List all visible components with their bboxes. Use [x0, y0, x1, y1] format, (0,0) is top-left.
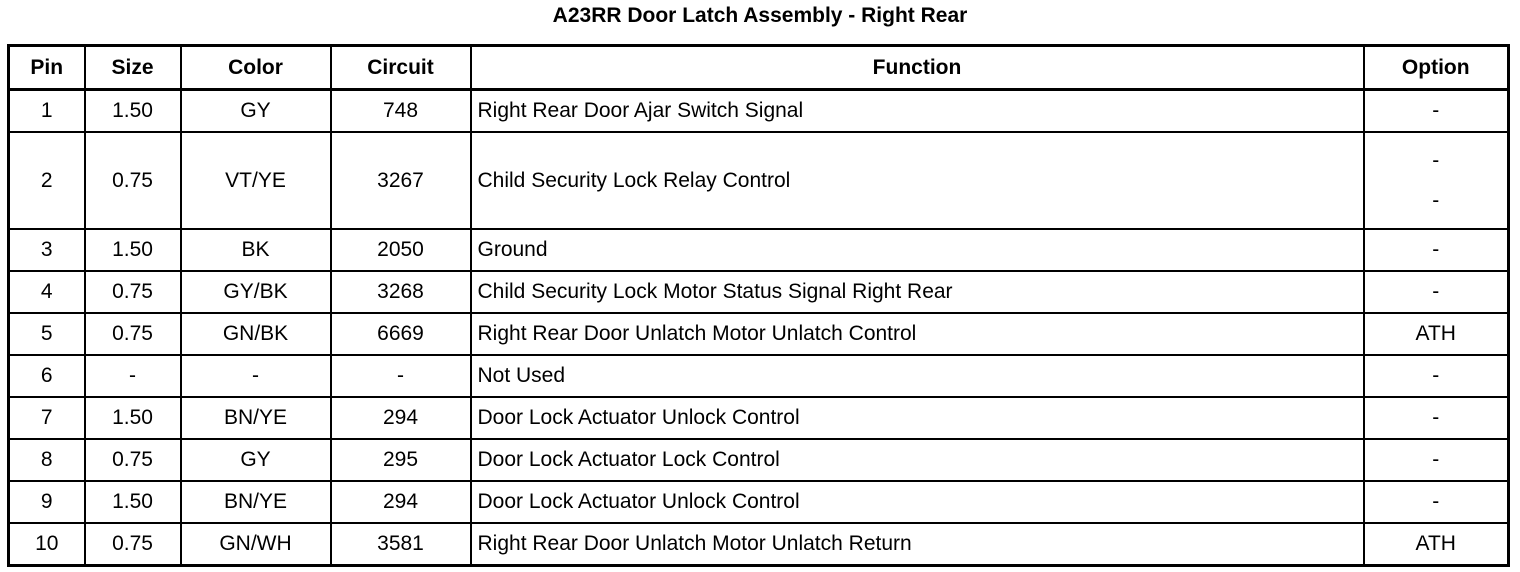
cell-pin: 7: [9, 397, 85, 439]
cell-color: GY: [181, 439, 331, 481]
cell-size: 0.75: [85, 271, 181, 313]
connector-pinout-table: [7, 44, 1510, 567]
cell-color: GY/BK: [181, 271, 331, 313]
table-header-row: [9, 46, 1509, 90]
table-row: [9, 397, 1509, 439]
cell-function: Door Lock Actuator Lock Control: [471, 439, 1364, 481]
document-title: A23RR Door Latch Assembly - Right Rear: [552, 4, 968, 27]
cell-option: -: [1364, 439, 1509, 481]
cell-function: Right Rear Door Ajar Switch Signal: [471, 90, 1364, 133]
cell-size: 0.75: [85, 439, 181, 481]
cell-color: BN/YE: [181, 481, 331, 523]
cell-circuit: 748: [331, 90, 471, 133]
cell-option: -: [1364, 481, 1509, 523]
column-header-function: Function: [471, 46, 1364, 90]
cell-circuit: 294: [331, 397, 471, 439]
table-row: [9, 439, 1509, 481]
cell-function: Child Security Lock Relay Control: [471, 132, 1364, 229]
cell-size: 0.75: [85, 313, 181, 355]
cell-color: BN/YE: [181, 397, 331, 439]
cell-color: VT/YE: [181, 132, 331, 229]
cell-option: -: [1364, 90, 1509, 133]
cell-pin: 10: [9, 523, 85, 566]
cell-size: 1.50: [85, 229, 181, 271]
cell-option: [1364, 132, 1509, 229]
table-row: [9, 132, 1509, 229]
cell-option: -: [1364, 271, 1509, 313]
cell-size: -: [85, 355, 181, 397]
cell-color: -: [181, 355, 331, 397]
column-header-size: Size: [85, 46, 181, 90]
cell-size: 0.75: [85, 132, 181, 229]
cell-option: ATH: [1364, 523, 1509, 566]
cell-circuit: 2050: [331, 229, 471, 271]
table-row: [9, 271, 1509, 313]
cell-function: Right Rear Door Unlatch Motor Unlatch Return: [471, 523, 1364, 566]
cell-function: Not Used: [471, 355, 1364, 397]
cell-color: GN/BK: [181, 313, 331, 355]
cell-circuit: 3581: [331, 523, 471, 566]
cell-pin: 6: [9, 355, 85, 397]
cell-color: GN/WH: [181, 523, 331, 566]
cell-color: GY: [181, 90, 331, 133]
table-row: [9, 90, 1509, 133]
cell-size: 0.75: [85, 523, 181, 566]
cell-size: 1.50: [85, 397, 181, 439]
cell-circuit: -: [331, 355, 471, 397]
option-value: -: [1432, 188, 1440, 212]
cell-circuit: 3267: [331, 132, 471, 229]
cell-option: ATH: [1364, 313, 1509, 355]
cell-circuit: 6669: [331, 313, 471, 355]
cell-pin: 5: [9, 313, 85, 355]
cell-function: Right Rear Door Unlatch Motor Unlatch Control: [471, 313, 1364, 355]
table-row: [9, 229, 1509, 271]
column-header-circuit: Circuit: [331, 46, 471, 90]
cell-pin: 4: [9, 271, 85, 313]
cell-option: -: [1364, 355, 1509, 397]
table-row: [9, 313, 1509, 355]
option-stack: [1365, 149, 1508, 213]
cell-option: -: [1364, 397, 1509, 439]
cell-size: 1.50: [85, 90, 181, 133]
cell-pin: 3: [9, 229, 85, 271]
cell-function: Door Lock Actuator Unlock Control: [471, 397, 1364, 439]
table-row: [9, 355, 1509, 397]
cell-pin: 2: [9, 132, 85, 229]
column-header-option: Option: [1364, 46, 1509, 90]
cell-pin: 9: [9, 481, 85, 523]
cell-function: Ground: [471, 229, 1364, 271]
cell-circuit: 295: [331, 439, 471, 481]
cell-function: Door Lock Actuator Unlock Control: [471, 481, 1364, 523]
cell-option: -: [1364, 229, 1509, 271]
cell-function: Child Security Lock Motor Status Signal Right Rear: [471, 271, 1364, 313]
column-header-pin: Pin: [9, 46, 85, 90]
cell-circuit: 3268: [331, 271, 471, 313]
cell-pin: 8: [9, 439, 85, 481]
cell-color: BK: [181, 229, 331, 271]
cell-pin: 1: [9, 90, 85, 133]
table-row: [9, 481, 1509, 523]
table-row: [9, 523, 1509, 566]
cell-circuit: 294: [331, 481, 471, 523]
column-header-color: Color: [181, 46, 331, 90]
option-value: -: [1432, 148, 1440, 172]
cell-size: 1.50: [85, 481, 181, 523]
